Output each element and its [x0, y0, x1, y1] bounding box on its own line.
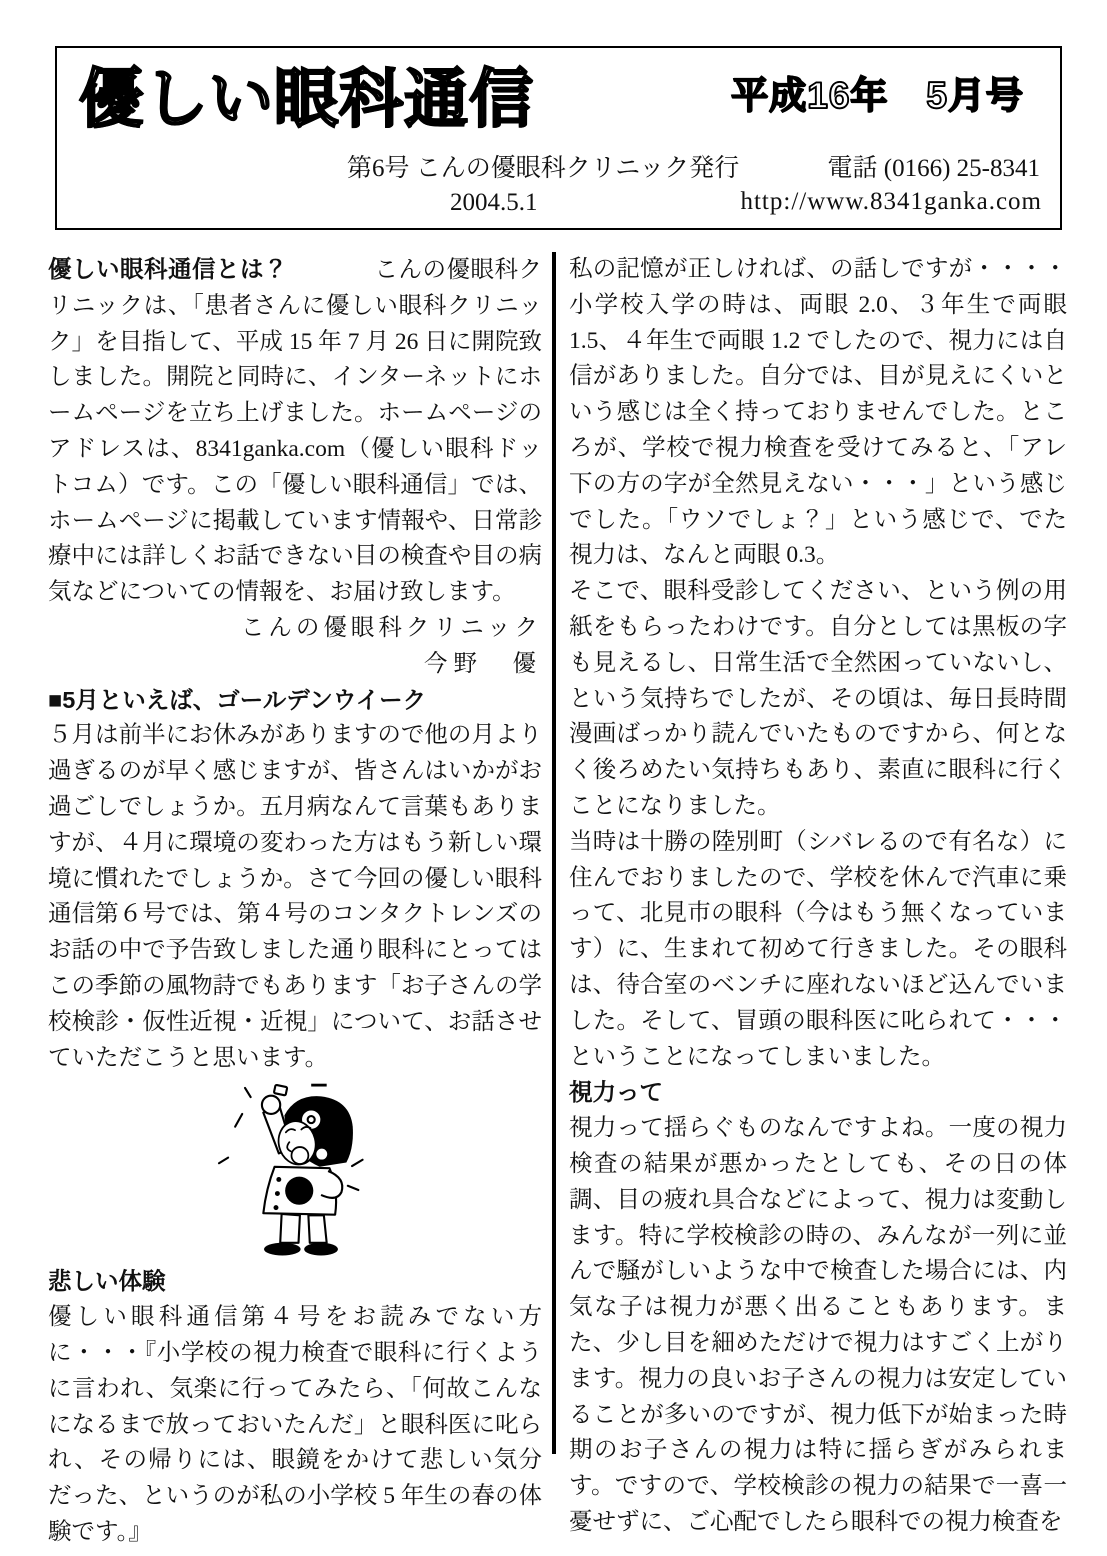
section-about-heading: 優しい眼科通信とは？ [48, 256, 288, 282]
section-about-body: こんの優眼科クリニックは、「患者さんに優しい眼科クリニック」を目指して、平成 15 年 7 月 26 日に開院致しました。開院と同時に、インターネットにホームページを立ち上げました。ホームページのアドレスは、8341ganka.com（優しい眼科ドットコム）です。この「優しい眼科通信」では、ホームページに掲載しています情報や、日常診療中には詳しくお話できない目の検査や目の病気などについての情報を、お届け致します。 [48, 257, 542, 606]
publisher-line: 第6号 こんの優眼科クリニック発行 [347, 155, 740, 182]
doctor-cartoon-icon [195, 1083, 395, 1259]
section-may-heading: ■5月といえば、ゴールデンウイーク [48, 686, 427, 713]
section-vision-heading: 視力って [569, 1079, 663, 1106]
website-url: http://www.8341ganka.com [740, 188, 1042, 215]
section-about [48, 252, 542, 611]
section-sad-body: 優しい眼科通信第４号をお読みでない方に・・・『小学校の視力検査で眼科に行くように言われ、気楽に行ってみたら、「何故こんなになるまで放っておいたんだ」と眼科医に叱られ、その帰りには、眼鏡をかけて悲しい気分だった、というのが私の小学校 5 年生の春の体験です。』 [48, 1304, 542, 1545]
section-may-body: ５月は前半にお休みがありますので他の月より過ぎるのが早く感じますが、皆さんはいかがお過ごしでしょうか。五月病なんて言葉もありますが、４月に環境の変わった方はもう新しい環境に慣れたでしょうか。さて今回の優しい眼科通信第６号では、第４号のコンタクトレンズのお話の中で予告致しました通り眼科にとってはこの季節の風物詩でもあります「お子さんの学校検診・仮性近視・近視」について、お話させていただこうと思います。 [48, 722, 542, 1071]
memory-paragraph-2: そこで、眼科受診してください、という例の用紙をもらったわけです。自分としては黒板の字も見えるし、日常生活で全然困っていないし、という気持ちでしたが、その頃は、毎日長時間漫画ばっかり読んでいたものですから、何となく後ろめたい気持ちもあり、素直に眼科に行くことになりました。 [569, 578, 1067, 819]
masthead-box [55, 46, 1062, 230]
issue-label: 平成16年 5月号 [731, 75, 1024, 116]
left-column [48, 252, 542, 1551]
right-column [569, 252, 1067, 1541]
memory-paragraph-3: 当時は十勝の陸別町（シバレるので有名な）に住んでおりましたので、学校を休んで汽車に乗って、北見市の眼科（今はもう無くなっています）に、生まれて初めて行きました。その眼科は、待合室のベンチに座れないほど込んでいました。そして、冒頭の眼科医に叱られて・・・ということになってしまいました。 [569, 828, 1067, 1070]
section-sad-heading: 悲しい体験 [48, 1268, 166, 1295]
signature-clinic: こんの優眼科クリニック [240, 614, 542, 641]
phone-number: 電話 (0166) 25-8341 [827, 155, 1040, 182]
doctor-cartoon-illustration [48, 1080, 542, 1262]
newsletter-title: 優しい眼科通信 [79, 63, 534, 135]
column-divider [552, 252, 556, 1454]
issue-date: 2004.5.1 [450, 189, 538, 216]
memory-paragraph-1: 私の記憶が正しければ、の話しですが・・・・小学校入学の時は、両眼 2.0、３年生で両眼 1.5、４年生で両眼 1.2 でしたので、視力には自信がありました。自分では、目が見えにくいという感じは全く持っておりませんでした。ところが、学校で視力検査を受けてみると、「アレ下の方の字が全然見えない・・・」という感じでした。「ウソでしょ？」という感じで、でた視力は、なんと両眼 0.3。 [569, 256, 1067, 569]
signature-name: 今野 優 [424, 650, 542, 677]
section-vision-body: 視力って揺らぐものなんですよね。一度の視力検査の結果が悪かったとしても、その日の体調、目の疲れ具合などによって、視力は変動します。特に学校検診の時の、みんなが一列に並んで騒がしいような中で検査した場合には、内気な子は視力が悪く出ることもあります。また、少し目を細めただけで視力はすごく上がります。視力の良いお子さんの視力は安定していることが多いのですが、視力低下が始まった時期のお子さんの視力は特に揺らぎがみられます。ですので、学校検診の視力の結果で一喜一憂せずに、ご心配でしたら眼科での視力検査を [569, 1115, 1067, 1535]
